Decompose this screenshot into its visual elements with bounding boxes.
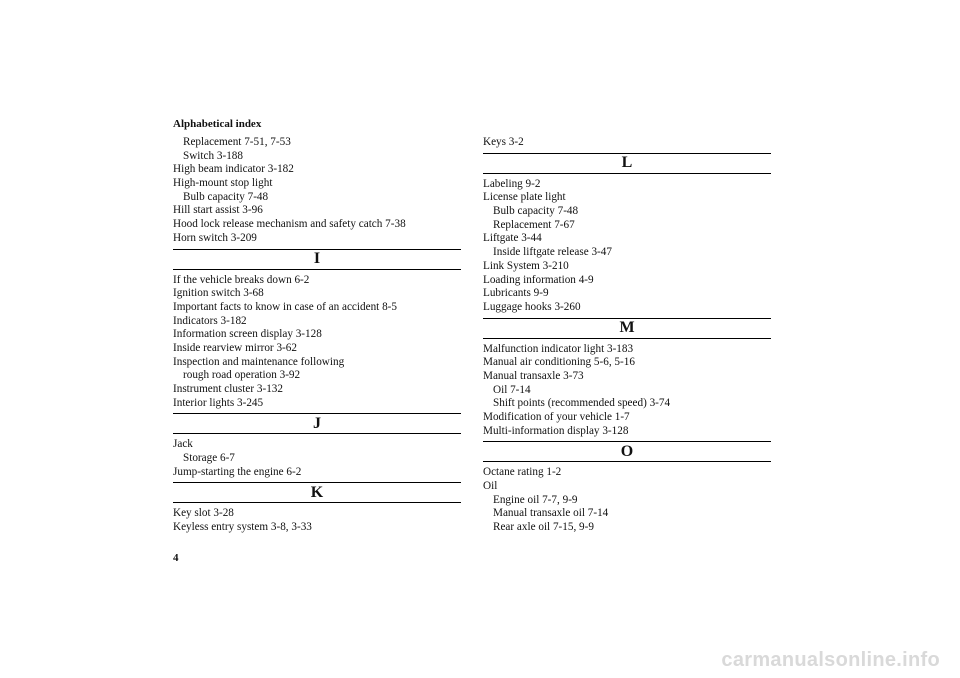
index-subentry: Switch 3-188 (183, 149, 243, 162)
index-entry: Horn switch 3-209 (173, 231, 257, 244)
index-subentry: Manual transaxle oil 7-14 (493, 507, 609, 520)
index-subentry: Inside liftgate release 3-47 (493, 246, 612, 259)
index-column-left (173, 136, 461, 535)
index-entry: Liftgate 3-44 (483, 232, 542, 245)
index-entry: Ignition switch 3-68 (173, 287, 264, 300)
index-entry: Manual air conditioning 5-6, 5-16 (483, 356, 635, 369)
index-entry: Key slot 3-28 (173, 507, 234, 520)
index-entry: Malfunction indicator light 3-183 (483, 342, 634, 355)
index-entry: Jump-starting the engine 6-2 (173, 465, 302, 478)
index-entry: Information screen display 3-128 (173, 328, 322, 341)
section-letter-heading: J (173, 413, 461, 434)
index-entry: Multi-information display 3-128 (483, 424, 629, 437)
index-subentry: Replacement 7-67 (493, 218, 575, 231)
index-entry: Hill start assist 3-96 (173, 204, 263, 217)
index-subentry: Shift points (recommended speed) 3-74 (493, 397, 671, 410)
index-entry: High-mount stop light (173, 177, 273, 190)
index-subentry: Oil 7-14 (493, 383, 531, 396)
index-entry: High beam indicator 3-182 (173, 163, 294, 176)
page-number: 4 (173, 552, 179, 564)
index-entry: Keys 3-2 (483, 136, 524, 148)
index-subentry: Replacement 7-51, 7-53 (183, 136, 291, 148)
index-entry: Labeling 9-2 (483, 177, 541, 190)
watermark-text: carmanualsonline.info (721, 649, 940, 671)
index-entry: Oil (483, 480, 498, 493)
section-letter-heading: L (483, 153, 771, 174)
index-entry: Instrument cluster 3-132 (173, 383, 283, 395)
index-entry: Jack (173, 438, 193, 451)
index-subentry: Engine oil 7-7, 9-9 (493, 493, 578, 506)
index-entry: Indicators 3-182 (173, 314, 247, 327)
section-letter-heading: K (173, 482, 461, 503)
index-entry: Modification of your vehicle 1-7 (483, 411, 630, 423)
index-subentry: Rear axle oil 7-15, 9-9 (493, 521, 594, 534)
index-entry: Keyless entry system 3-8, 3-33 (173, 521, 312, 534)
index-entry: Inspection and maintenance following (173, 355, 345, 368)
index-entry: Hood lock release mechanism and safety catch 7-38 (173, 218, 406, 231)
index-entry: License plate light (483, 191, 566, 204)
index-entry: If the vehicle breaks down 6-2 (173, 273, 310, 286)
index-entry: Link System 3-210 (483, 259, 569, 272)
section-letter-heading: I (173, 249, 461, 270)
index-entry: Luggage hooks 3-260 (483, 300, 581, 313)
index-column-right (483, 136, 771, 535)
index-entry: Important facts to know in case of an accident 8-5 (173, 300, 397, 313)
index-subentry: Bulb capacity 7-48 (183, 190, 269, 203)
index-entry: Loading information 4-9 (483, 273, 594, 286)
index-subentry: Storage 6-7 (183, 452, 235, 465)
index-entry: Lubricants 9-9 (483, 287, 549, 300)
index-entry: Octane rating 1-2 (483, 466, 562, 479)
index-subentry: rough road operation 3-92 (183, 369, 301, 382)
section-letter-heading: M (483, 318, 771, 339)
index-entry: Interior lights 3-245 (173, 396, 264, 409)
page-header: Alphabetical index (173, 118, 262, 130)
index-entry: Manual transaxle 3-73 (483, 369, 584, 382)
index-entry: Inside rearview mirror 3-62 (173, 341, 297, 354)
section-letter-heading: O (483, 441, 771, 462)
index-subentry: Bulb capacity 7-48 (493, 205, 579, 218)
